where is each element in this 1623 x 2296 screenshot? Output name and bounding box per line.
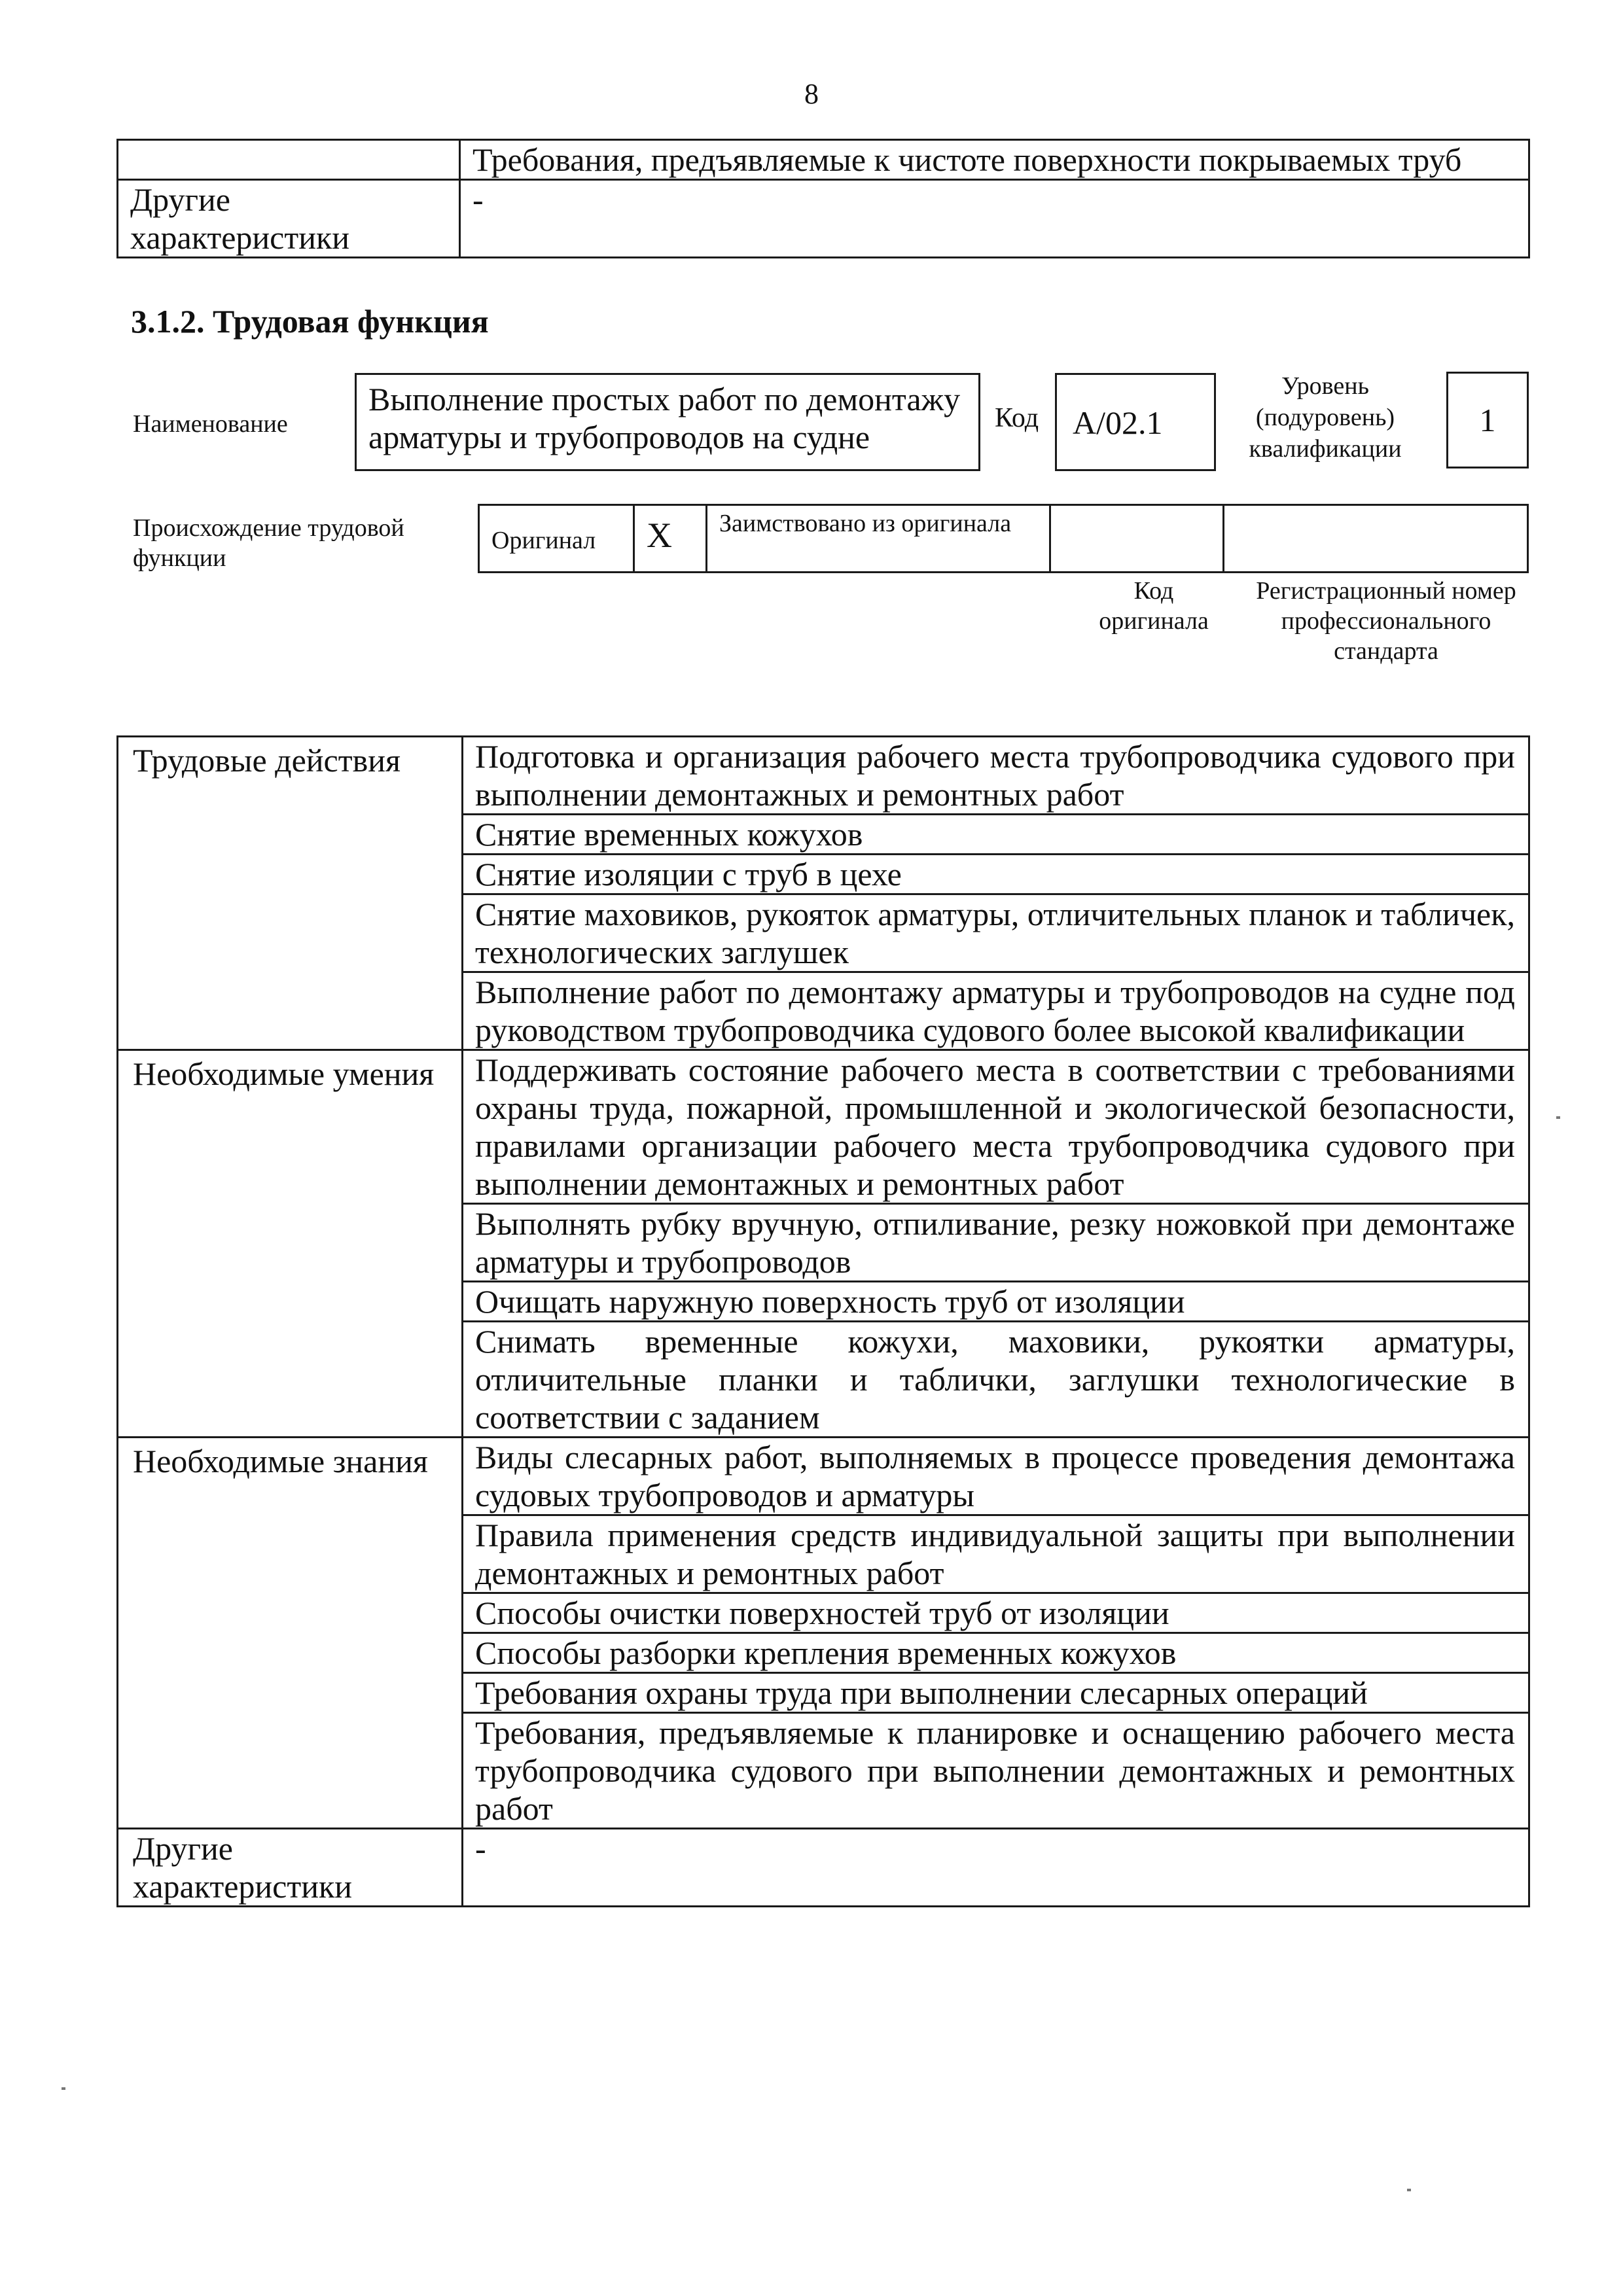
surface-requirement-cell: Требования, предъявляемые к чистоте поверхности покрываемых труб (460, 140, 1529, 180)
table-row: Требования охраны труда при выполнении слесарных операций (463, 1673, 1529, 1713)
table-row: Снимать временные кожухи, маховики, рукоятки арматуры, отличительные планки и таблички, заглушки технологические в соответствии с заданием (463, 1322, 1529, 1438)
labor-actions-label: Трудовые действия (118, 737, 463, 1050)
table-row: Требования, предъявляемые к планировке и оснащению рабочего места трубопроводчика судового при выполнении демонтажных и ремонтных работ (463, 1713, 1529, 1829)
table-row: Очищать наружную поверхность труб от изоляции (463, 1282, 1529, 1322)
table-row: Правила применения средств индивидуальной защиты при выполнении демонтажных и ремонтных работ (463, 1515, 1529, 1593)
original-label: Оригинал (479, 505, 634, 573)
table-row: Способы разборки крепления временных кожухов (463, 1633, 1529, 1673)
page-number: 8 (804, 78, 819, 110)
other-characteristics-label: Другие характеристики (118, 180, 460, 258)
table-row: Выполнять рубку вручную, отпиливание, резку ножовкой при демонтаже арматуры и трубопроводов (463, 1204, 1529, 1282)
origin-table (478, 504, 1529, 573)
top-characteristics-table (116, 139, 1530, 258)
table-row: Снятие маховиков, рукояток арматуры, отличительных планок и табличек, технологических заглушек (463, 894, 1529, 972)
table-row: Снятие изоляции с труб в цехе (463, 855, 1529, 894)
qualification-level-label: Уровень (подуровень) квалификации (1249, 372, 1402, 463)
function-name-box: Выполнение простых работ по демонтажу арматуры и трубопроводов на судне (355, 373, 980, 471)
other-characteristics-value: - (460, 180, 1529, 258)
scan-speck (1556, 1116, 1560, 1119)
registration-number-caption: Регистрационный номер профессионального стандарта (1256, 577, 1516, 665)
scan-speck (1407, 2189, 1411, 2191)
origin-label: Происхождение трудовой функции (133, 514, 404, 572)
original-mark: X (634, 505, 707, 573)
table-row: Виды слесарных работ, выполняемых в процессе проведения демонтажа судовых трубопроводов и арматуры (463, 1438, 1529, 1515)
function-code-box: А/02.1 (1055, 373, 1216, 471)
name-label: Наименование (133, 410, 288, 438)
labor-function-table (116, 735, 1530, 1907)
scan-speck (62, 2087, 65, 2090)
table-row: Снятие временных кожухов (463, 815, 1529, 855)
original-code-caption: Код оригинала (1099, 577, 1209, 635)
qualification-level-box: 1 (1446, 372, 1529, 468)
section-heading: 3.1.2. Трудовая функция (131, 303, 489, 340)
empty-cell (118, 140, 460, 180)
skills-label: Необходимые умения (118, 1050, 463, 1438)
code-label: Код (995, 403, 1039, 433)
other-characteristics-label: Другие характеристики (118, 1829, 463, 1907)
borrowed-label: Заимствовано из оригинала (707, 505, 1050, 573)
table-row: Способы очистки поверхностей труб от изоляции (463, 1593, 1529, 1633)
registration-number-cell (1224, 505, 1528, 573)
table-row: Поддерживать состояние рабочего места в соответствии с требованиями охраны труда, пожарной, промышленной и экологической безопасности, правилами организации рабочего места трубопроводчика судового при выполнении демонтажных и ремонтных работ (463, 1050, 1529, 1204)
table-row: Выполнение работ по демонтажу арматуры и трубопроводов на судне под руководством трубопроводчика судового более высокой квалификации (463, 972, 1529, 1050)
other-characteristics-value: - (463, 1829, 1529, 1907)
knowledge-label: Необходимые знания (118, 1438, 463, 1829)
original-code-cell (1050, 505, 1224, 573)
table-row: Подготовка и организация рабочего места трубопроводчика судового при выполнении демонтажных и ремонтных работ (463, 737, 1529, 815)
